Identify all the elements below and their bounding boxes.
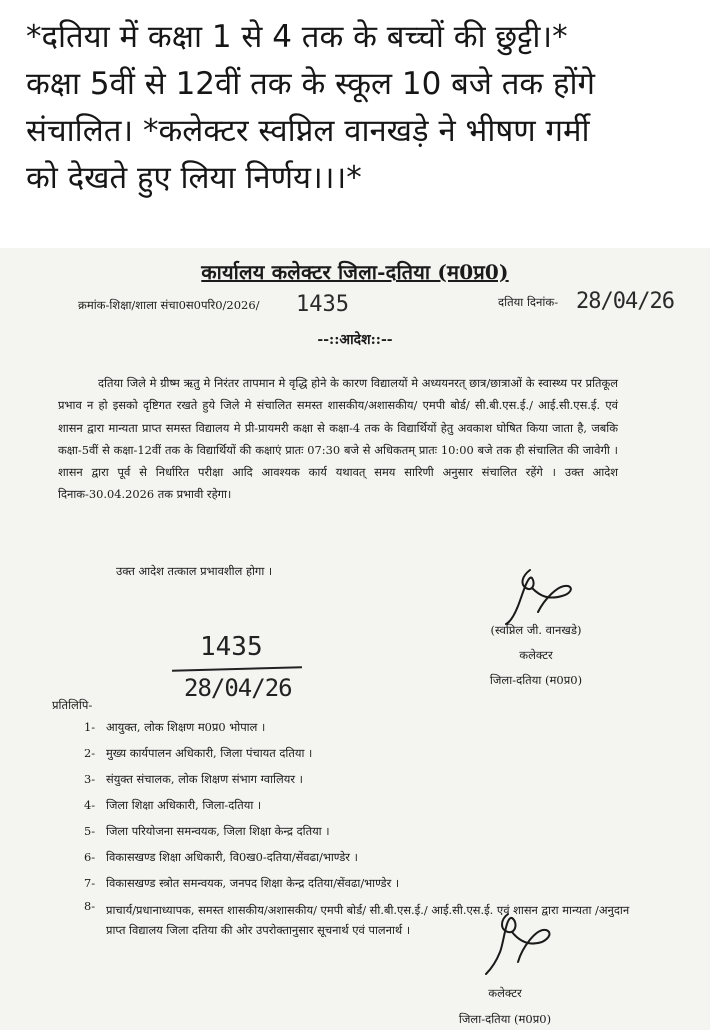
list-item bbox=[84, 896, 650, 940]
list-item-number: 6- bbox=[84, 850, 96, 864]
office-title: कार्यालय कलेक्टर जिला-दतिया (म0प्र0) bbox=[201, 260, 509, 284]
handwritten-dispatch-date: 28/04/26 bbox=[184, 674, 292, 702]
copy-to-list bbox=[84, 714, 650, 940]
list-item-text: संयुक्त संचालक, लोक शिक्षण संभाग ग्वालियर । bbox=[106, 772, 303, 786]
collector-signature-2 bbox=[478, 908, 558, 980]
order-body bbox=[58, 372, 618, 506]
list-item-number: 4- bbox=[84, 798, 96, 812]
reference-label: क्रमांक-शिक्षा/शाला संचा0स0परि0/2026/ bbox=[78, 298, 260, 312]
order-body-paragraph: दतिया जिले मे ग्रीष्म ऋतु मे निरंतर तापमान मे वृद्धि होने के कारण विद्यालयों मे अध्ययनरत् छात्र/छात्राओं के स्वास्थ्य पर प्रतिकूल प्रभाव न हो इसको दृष्टिगत रखते हुये जिले मे संचालित समस्त शासकीय/अशासकीय/ एमपी बोर्ड/ सी.बी.एस.ई./ आई.सी.एस.ई. एवं शासन द्वारा मान्यता प्राप्त समस्त विद्यालय मे प्री-प्रायमरी कक्षा से कक्षा-4 तक के विद्यार्थियों हेतु अवकाश घोषित किया जाता है, जबकि कक्षा-5वीं से कक्षा-12वीं तक के विद्यार्थियों की कक्षाएं प्रातः 07:30 बजे से अधिकतम् प्रातः 10:00 बजे तक ही संचालित की जावेगी । शासन द्वारा पूर्व से निर्धारित परीक्षा आदि आवश्यक कार्य यथावत् समय सारिणी अनुसार संचालित रहेंगे । उक्त आदेश दिनाक-30.04.2026 तक प्रभावी रहेगा। bbox=[58, 376, 618, 502]
list-item-number: 2- bbox=[84, 746, 96, 760]
list-item-number: 3- bbox=[84, 772, 96, 786]
official-order-document bbox=[0, 248, 710, 1030]
list-item-text: जिला शिक्षा अधिकारी, जिला-दतिया । bbox=[106, 798, 262, 812]
list-item-text: विकासखण्ड शिक्षा अधिकारी, वि0ख0-दतिया/सेंवढा/भाण्डेर । bbox=[106, 850, 358, 864]
handwritten-dispatch-number: 1435 bbox=[200, 632, 263, 662]
list-item-number: 7- bbox=[84, 876, 96, 890]
list-item-text: आयुक्त, लोक शिक्षण म0प्र0 भोपाल । bbox=[106, 720, 266, 734]
list-item-text: विकासखण्ड स्त्रोत समन्वयक, जनपद शिक्षा केन्द्र दतिया/सेंवढा/भाण्डेर । bbox=[106, 876, 400, 890]
copy-to-label: प्रतिलिपि- bbox=[52, 698, 93, 712]
signatory-2-designation: कलेक्टर bbox=[488, 986, 522, 1000]
signatory-2-district: जिला-दतिया (म0प्र0) bbox=[458, 1012, 552, 1026]
list-item bbox=[84, 818, 650, 844]
signatory-block-1 bbox=[456, 618, 616, 693]
list-item-number: 5- bbox=[84, 824, 96, 838]
signatory-block-2 bbox=[420, 980, 590, 1030]
headline-line-1: *दतिया में कक्षा 1 से 4 तक के बच्चों की छुट्टी।* bbox=[26, 19, 568, 55]
list-item bbox=[84, 740, 650, 766]
signatory-name: (स्वप्निल जी. वानखडे) bbox=[490, 623, 582, 637]
date-label: दतिया दिनांक- bbox=[498, 295, 559, 309]
list-item-number: 1- bbox=[84, 720, 96, 734]
signatory-designation: कलेक्टर bbox=[519, 648, 553, 662]
list-item bbox=[84, 766, 650, 792]
effective-immediately-line: उक्त आदेश तत्काल प्रभावशील होगा । bbox=[116, 564, 273, 578]
date-handwritten: 28/04/26 bbox=[576, 289, 674, 314]
list-item-number: 8- bbox=[84, 899, 96, 913]
signatory-district: जिला-दतिया (म0प्र0) bbox=[489, 673, 583, 687]
list-item bbox=[84, 714, 650, 740]
order-title: --::आदेश::-- bbox=[317, 332, 393, 348]
news-headline bbox=[0, 0, 710, 248]
handwritten-divider bbox=[172, 666, 302, 671]
reference-number-handwritten: 1435 bbox=[296, 292, 349, 317]
headline-line-4: को देखते हुए लिया निर्णय।।।* bbox=[26, 160, 362, 196]
headline-line-2: कक्षा 5वीं से 12वीं तक के स्कूल 10 बजे तक होंगे bbox=[26, 66, 595, 102]
list-item-text: मुख्य कार्यपालन अधिकारी, जिला पंचायत दतिया । bbox=[106, 746, 313, 760]
list-item-text: जिला परियोजना समन्वयक, जिला शिक्षा केन्द्र दतिया । bbox=[106, 824, 330, 838]
collector-signature-1 bbox=[492, 566, 582, 626]
list-item-text: प्राचार्य/प्रधानाध्यापक, समस्त शासकीय/अशासकीय/ एमपी बोर्ड/ सी.बी.एस.ई./ आई.सी.एस.ई. एवं शासन द्वारा मान्यता /अनुदान प्राप्त विद्यालय जिला दतिया की ओर उपरोक्तानुसार सूचनार्थ एवं पालनार्थ । bbox=[106, 903, 630, 937]
list-item bbox=[84, 844, 650, 870]
list-item bbox=[84, 792, 650, 818]
headline-line-3: संचालित। *कलेक्टर स्वप्निल वानखड़े ने भीषण गर्मी bbox=[26, 113, 590, 149]
list-item bbox=[84, 870, 650, 896]
